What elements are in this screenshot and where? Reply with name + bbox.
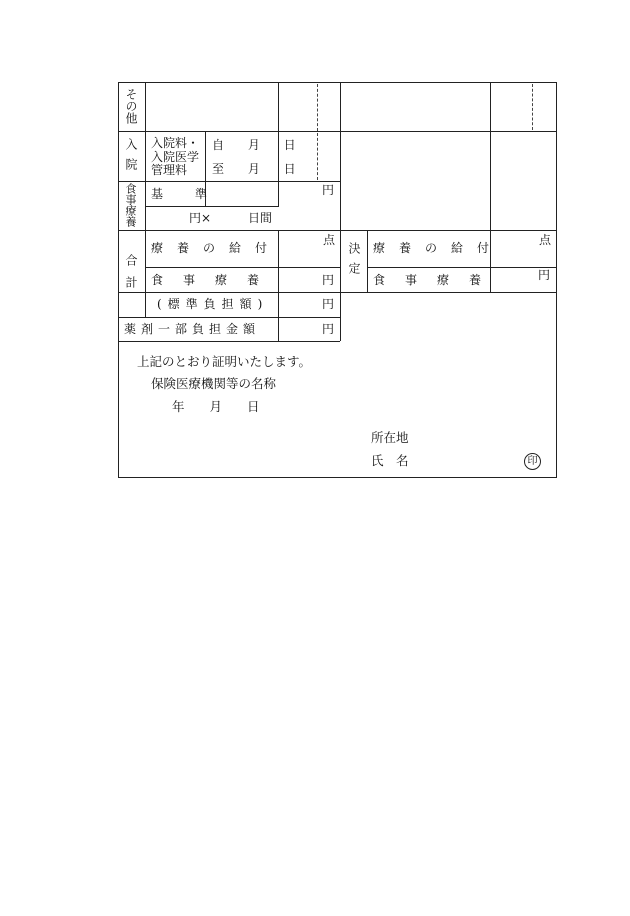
dashed-separator: [532, 84, 533, 130]
label-nyuinryo: 入院料・: [151, 136, 200, 150]
frame-top: [118, 82, 557, 83]
label-ryoyo-kyufu: 療養の給付: [151, 241, 282, 255]
label-shi-date: 至 月 日: [212, 162, 306, 176]
grid-line: [367, 230, 368, 292]
frame-bottom: [118, 477, 557, 478]
grid-line: [118, 131, 557, 132]
grid-line: [118, 341, 340, 342]
label-en-gokei: 円: [322, 273, 335, 287]
label-shokuji-ryoyo: 食事療養: [124, 183, 137, 227]
grid-line: [145, 267, 340, 268]
grid-line: [145, 206, 278, 207]
label-en-yakuzai: 円: [322, 322, 335, 336]
grid-line: [118, 317, 340, 318]
label-ten-gokei: 点: [323, 233, 336, 247]
dashed-separator: [317, 84, 318, 180]
label-hyojun: (標準負担額): [157, 297, 269, 311]
name-label: 氏 名: [371, 453, 409, 468]
label-ji-date: 自 月 日: [212, 138, 306, 152]
label-sonota: その他: [124, 88, 138, 124]
label-ten-kettei: 点: [539, 233, 552, 247]
label-yakuzai: 薬剤一部負担金額: [124, 322, 261, 336]
grid-line: [340, 292, 557, 293]
grid-line: [367, 267, 557, 268]
label-kanri: 管理料: [151, 163, 188, 177]
label-en-hyojun: 円: [322, 297, 335, 311]
label-en-kettei: 円: [538, 268, 551, 282]
label-nichikan: 日間: [248, 211, 273, 225]
grid-line: [118, 181, 340, 182]
label-nyuin: 入院: [124, 138, 138, 178]
address-label: 所在地: [371, 430, 409, 445]
grid-line: [118, 230, 557, 231]
certification-date: 年 月 日: [172, 399, 260, 414]
grid-line: [145, 82, 146, 317]
label-en-times: 円×: [189, 211, 212, 225]
label-en-shokuji: 円: [322, 183, 335, 197]
label-igaku: 入院医学: [151, 150, 200, 164]
label-shokuji-gokei: 食事療養: [151, 273, 280, 287]
grid-line: [118, 292, 340, 293]
label-kettei: 決定: [347, 242, 361, 282]
grid-line: [205, 131, 206, 181]
certification-statement: 上記のとおり証明いたします。: [137, 354, 312, 369]
label-kettei-shokuji: 食事療養: [373, 273, 502, 287]
label-kettei-ryoyo: 療養の給付: [373, 241, 504, 255]
frame-left: [118, 82, 119, 478]
grid-line: [340, 82, 341, 341]
label-kijun: 基 準: [151, 187, 221, 201]
grid-line: [490, 82, 491, 230]
label-gokei: 合計: [124, 254, 138, 298]
seal-icon: 印: [524, 453, 541, 470]
institution-name-label: 保険医療機関等の名称: [151, 376, 277, 391]
frame-right: [556, 82, 557, 478]
